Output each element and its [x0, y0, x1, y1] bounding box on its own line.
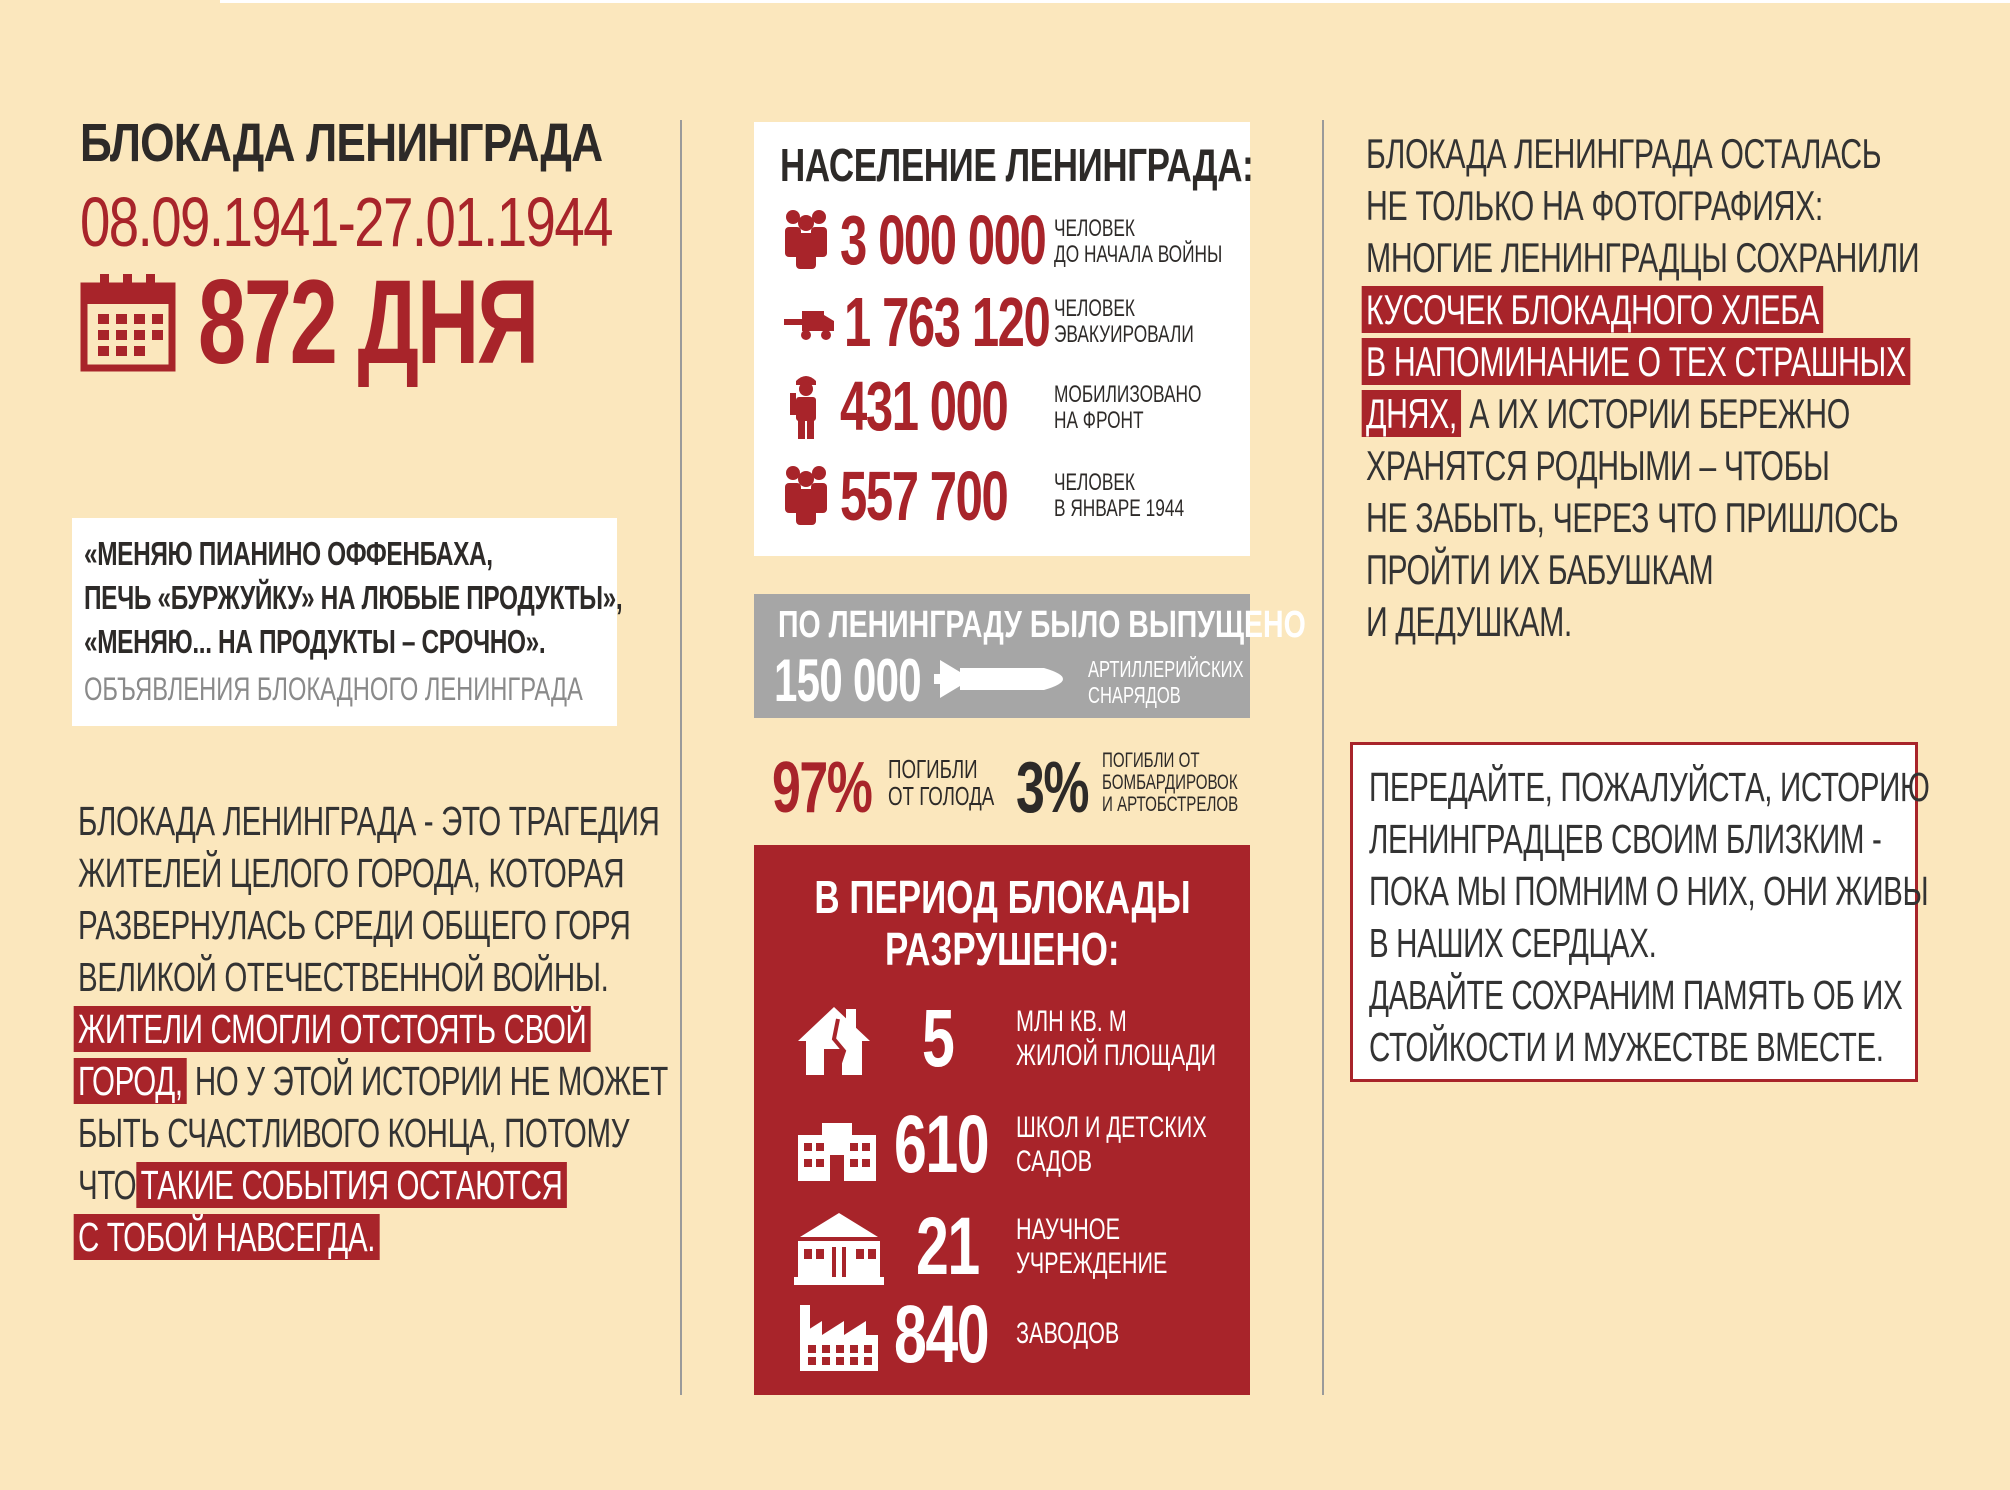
population-card: [754, 122, 1254, 556]
destroyed-desc-line: ЖИЛОЙ ПЛОЩАДИ: [1016, 1039, 1217, 1072]
population-desc: [1054, 470, 1184, 522]
shells-desc-line: СНАРЯДОВ: [1088, 682, 1181, 708]
shells-value: 150 000: [774, 647, 921, 714]
soldier-icon: [780, 371, 832, 441]
destroyed-title-line: В ПЕРИОД БЛОКАДЫ: [813, 871, 1191, 923]
truck-icon: [780, 287, 840, 357]
memory-line: [1366, 336, 1919, 388]
population-desc-line: ЭВАКУИРОВАЛИ: [1054, 321, 1194, 348]
destroyed-card: [754, 845, 1250, 1395]
story-line: [78, 1159, 563, 1211]
population-desc-line: ЧЕЛОВЕК: [1054, 469, 1135, 496]
destroyed-value: 610: [894, 1099, 989, 1190]
school-icon: [794, 1105, 884, 1185]
destroyed-title-line: РАЗРУШЕНО:: [884, 923, 1120, 975]
destroyed-row: [794, 1201, 1234, 1293]
appeal-line: ПЕРЕДАЙТЕ, ПОЖАЛУЙСТА, ИСТОРИЮ: [1369, 764, 1930, 810]
destroyed-desc-line: САДОВ: [1016, 1145, 1093, 1178]
memory-line: БЛОКАДА ЛЕНИНГРАДА ОСТАЛАСЬ: [1366, 130, 1882, 177]
memory-line: МНОГИЕ ЛЕНИНГРАДЦЫ СОХРАНИЛИ: [1366, 234, 1920, 281]
story-text-span: НО У ЭТОЙ ИСТОРИИ НЕ МОЖЕТ: [187, 1058, 668, 1104]
appeal-line: ПОКА МЫ ПОМНИМ О НИХ, ОНИ ЖИВЫ: [1369, 868, 1929, 914]
destroyed-row: [794, 1099, 1234, 1191]
memory-line: НЕ ЗАБЫТЬ, ЧЕРЕЗ ЧТО ПРИШЛОСЬ: [1366, 494, 1899, 541]
shells-heading: ПО ЛЕНИНГРАДУ БЫЛО ВЫПУЩЕНО: [778, 604, 1306, 646]
quote-line-1: «МЕНЯЮ ПИАНИНО ОФФЕНБАХА,: [84, 535, 493, 572]
blockade-dates: 08.09.1941-27.01.1944: [80, 183, 612, 261]
population-desc: [1054, 216, 1222, 268]
memory-text: [1366, 128, 2010, 648]
story-line: ВЕЛИКОЙ ОТЕЧЕСТВЕННОЙ ВОЙНЫ.: [78, 954, 609, 1000]
artillery-shell-icon: [934, 654, 1084, 704]
population-desc: [1054, 296, 1194, 348]
population-desc-line: ЧЕЛОВЕК: [1054, 215, 1135, 242]
institution-icon: [794, 1207, 884, 1287]
destroyed-desc-line: ШКОЛ И ДЕТСКИХ: [1016, 1111, 1207, 1144]
memory-highlight: КУСОЧЕК БЛОКАДНОГО ХЛЕБА: [1362, 286, 1824, 333]
population-value: 431 000: [840, 367, 1008, 445]
hunger-desc-line: ОТ ГОЛОДА: [888, 781, 995, 811]
memory-line: ПРОЙТИ ИХ БАБУШКАМ: [1366, 546, 1714, 593]
destroyed-title: [754, 871, 1250, 975]
memory-highlight: ДНЯХ,: [1362, 390, 1462, 437]
destroyed-desc: [1016, 1005, 1216, 1073]
population-desc-line: НА ФРОНТ: [1054, 407, 1144, 434]
population-value: 1 763 120: [844, 283, 1050, 361]
memory-line: И ДЕДУШКАМ.: [1366, 598, 1572, 645]
memory-line: [1366, 388, 1919, 440]
people-group-icon: [780, 461, 832, 531]
memory-line: [1366, 284, 1919, 336]
days-count: 872 ДНЯ: [198, 255, 538, 389]
story-text: [78, 795, 718, 1263]
days-count-row: [80, 255, 669, 389]
story-line: БЫТЬ СЧАСТЛИВОГО КОНЦА, ПОТОМУ: [78, 1110, 630, 1156]
quote-line-3: «МЕНЯЮ... НА ПРОДУКТЫ – СРОЧНО».: [84, 623, 546, 660]
destroyed-desc: [1016, 1213, 1167, 1281]
destroyed-value: 21: [916, 1201, 979, 1292]
population-row: [780, 456, 1079, 536]
right-column-divider: [1322, 120, 1324, 1395]
memory-highlight: В НАПОМИНАНИЕ О ТЕХ СТРАШНЫХ: [1362, 338, 1910, 385]
destroyed-desc: [1016, 1317, 1119, 1351]
story-highlight: ГОРОД,: [74, 1058, 187, 1104]
bomb-desc: [1102, 750, 1238, 816]
destroyed-value: 5: [922, 993, 954, 1084]
appeal-line: СТОЙКОСТИ И МУЖЕСТВЕ ВМЕСТЕ.: [1369, 1024, 1884, 1070]
hunger-desc-line: ПОГИБЛИ: [888, 754, 978, 784]
story-line: [78, 1211, 539, 1263]
destroyed-value: 840: [894, 1289, 989, 1380]
story-text-span: ЧТО: [78, 1162, 137, 1208]
story-line: БЛОКАДА ЛЕНИНГРАДА - ЭТО ТРАГЕДИЯ: [78, 798, 660, 844]
population-value: 3 000 000: [840, 201, 1046, 279]
shells-card: [754, 594, 1306, 718]
factory-icon: [794, 1295, 884, 1375]
story-line: ЖИТЕЛЕЙ ЦЕЛОГО ГОРОДА, КОТОРАЯ: [78, 850, 625, 896]
appeal-line: В НАШИХ СЕРДЦАХ.: [1369, 920, 1657, 966]
population-row: [780, 366, 1079, 446]
population-desc-line: В ЯНВАРЕ 1944: [1054, 495, 1185, 522]
memory-text-span: А ИХ ИСТОРИИ БЕРЕЖНО: [1461, 390, 1850, 437]
story-line: [78, 1055, 668, 1107]
appeal-box: [1350, 742, 1930, 1082]
story-highlight: С ТОБОЙ НАВСЕГДА.: [74, 1214, 380, 1260]
story-line: РАЗВЕРНУЛАСЬ СРЕДИ ОБЩЕГО ГОРЯ: [78, 902, 631, 948]
memory-line: ХРАНЯТСЯ РОДНЫМИ – ЧТОБЫ: [1366, 442, 1830, 489]
destroyed-row: [794, 993, 1234, 1085]
page-title: БЛОКАДА ЛЕНИНГРАДА: [80, 113, 603, 173]
bomb-percent: 3%: [1016, 748, 1089, 828]
appeal-line: ДАВАЙТЕ СОХРАНИМ ПАМЯТЬ ОБ ИХ: [1369, 972, 1903, 1018]
destroyed-desc-line: МЛН КВ. М: [1016, 1005, 1127, 1038]
house-icon: [794, 999, 884, 1079]
destroyed-desc: [1016, 1111, 1207, 1179]
shells-desc-line: АРТИЛЛЕРИЙСКИХ: [1088, 656, 1244, 682]
bomb-desc-line: ПОГИБЛИ ОТ: [1102, 749, 1200, 772]
quote-box: [72, 518, 623, 726]
destroyed-desc-line: НАУЧНОЕ: [1016, 1213, 1120, 1246]
story-highlight: ЖИТЕЛИ СМОГЛИ ОТСТОЯТЬ СВОЙ: [74, 1006, 591, 1052]
memory-line: НЕ ТОЛЬКО НА ФОТОГРАФИЯХ:: [1366, 182, 1823, 229]
bomb-desc-line: И АРТОБСТРЕЛОВ: [1102, 793, 1239, 816]
shells-desc: [1088, 656, 1244, 708]
quote-source: ОБЪЯВЛЕНИЯ БЛОКАДНОГО ЛЕНИНГРАДА: [84, 671, 583, 707]
top-border-line: [220, 0, 2010, 3]
story-highlight: ТАКИЕ СОБЫТИЯ ОСТАЮТСЯ: [136, 1162, 567, 1208]
calendar-icon: [80, 272, 176, 372]
people-group-icon: [780, 205, 832, 275]
population-desc-line: ДО НАЧАЛА ВОЙНЫ: [1054, 241, 1223, 268]
destroyed-desc-line: ЗАВОДОВ: [1016, 1317, 1120, 1350]
population-desc-line: МОБИЛИЗОВАНО: [1054, 381, 1202, 408]
quote-line-2: ПЕЧЬ «БУРЖУЙКУ» НА ЛЮБЫЕ ПРОДУКТЫ»,: [84, 579, 623, 616]
population-desc-line: ЧЕЛОВЕК: [1054, 295, 1135, 322]
population-title: НАСЕЛЕНИЕ ЛЕНИНГРАДА:: [780, 139, 1254, 191]
hunger-desc: [888, 756, 994, 810]
destroyed-row: [794, 1289, 1234, 1381]
bomb-desc-line: БОМБАРДИРОВОК: [1102, 771, 1238, 794]
population-desc: [1054, 382, 1201, 434]
destroyed-desc-line: УЧРЕЖДЕНИЕ: [1016, 1247, 1168, 1280]
appeal-line: ЛЕНИНГРАДЦЕВ СВОИМ БЛИЗКИМ -: [1369, 816, 1882, 862]
story-line: [78, 1003, 587, 1055]
population-value: 557 700: [840, 457, 1008, 535]
hunger-percent: 97%: [772, 748, 872, 828]
